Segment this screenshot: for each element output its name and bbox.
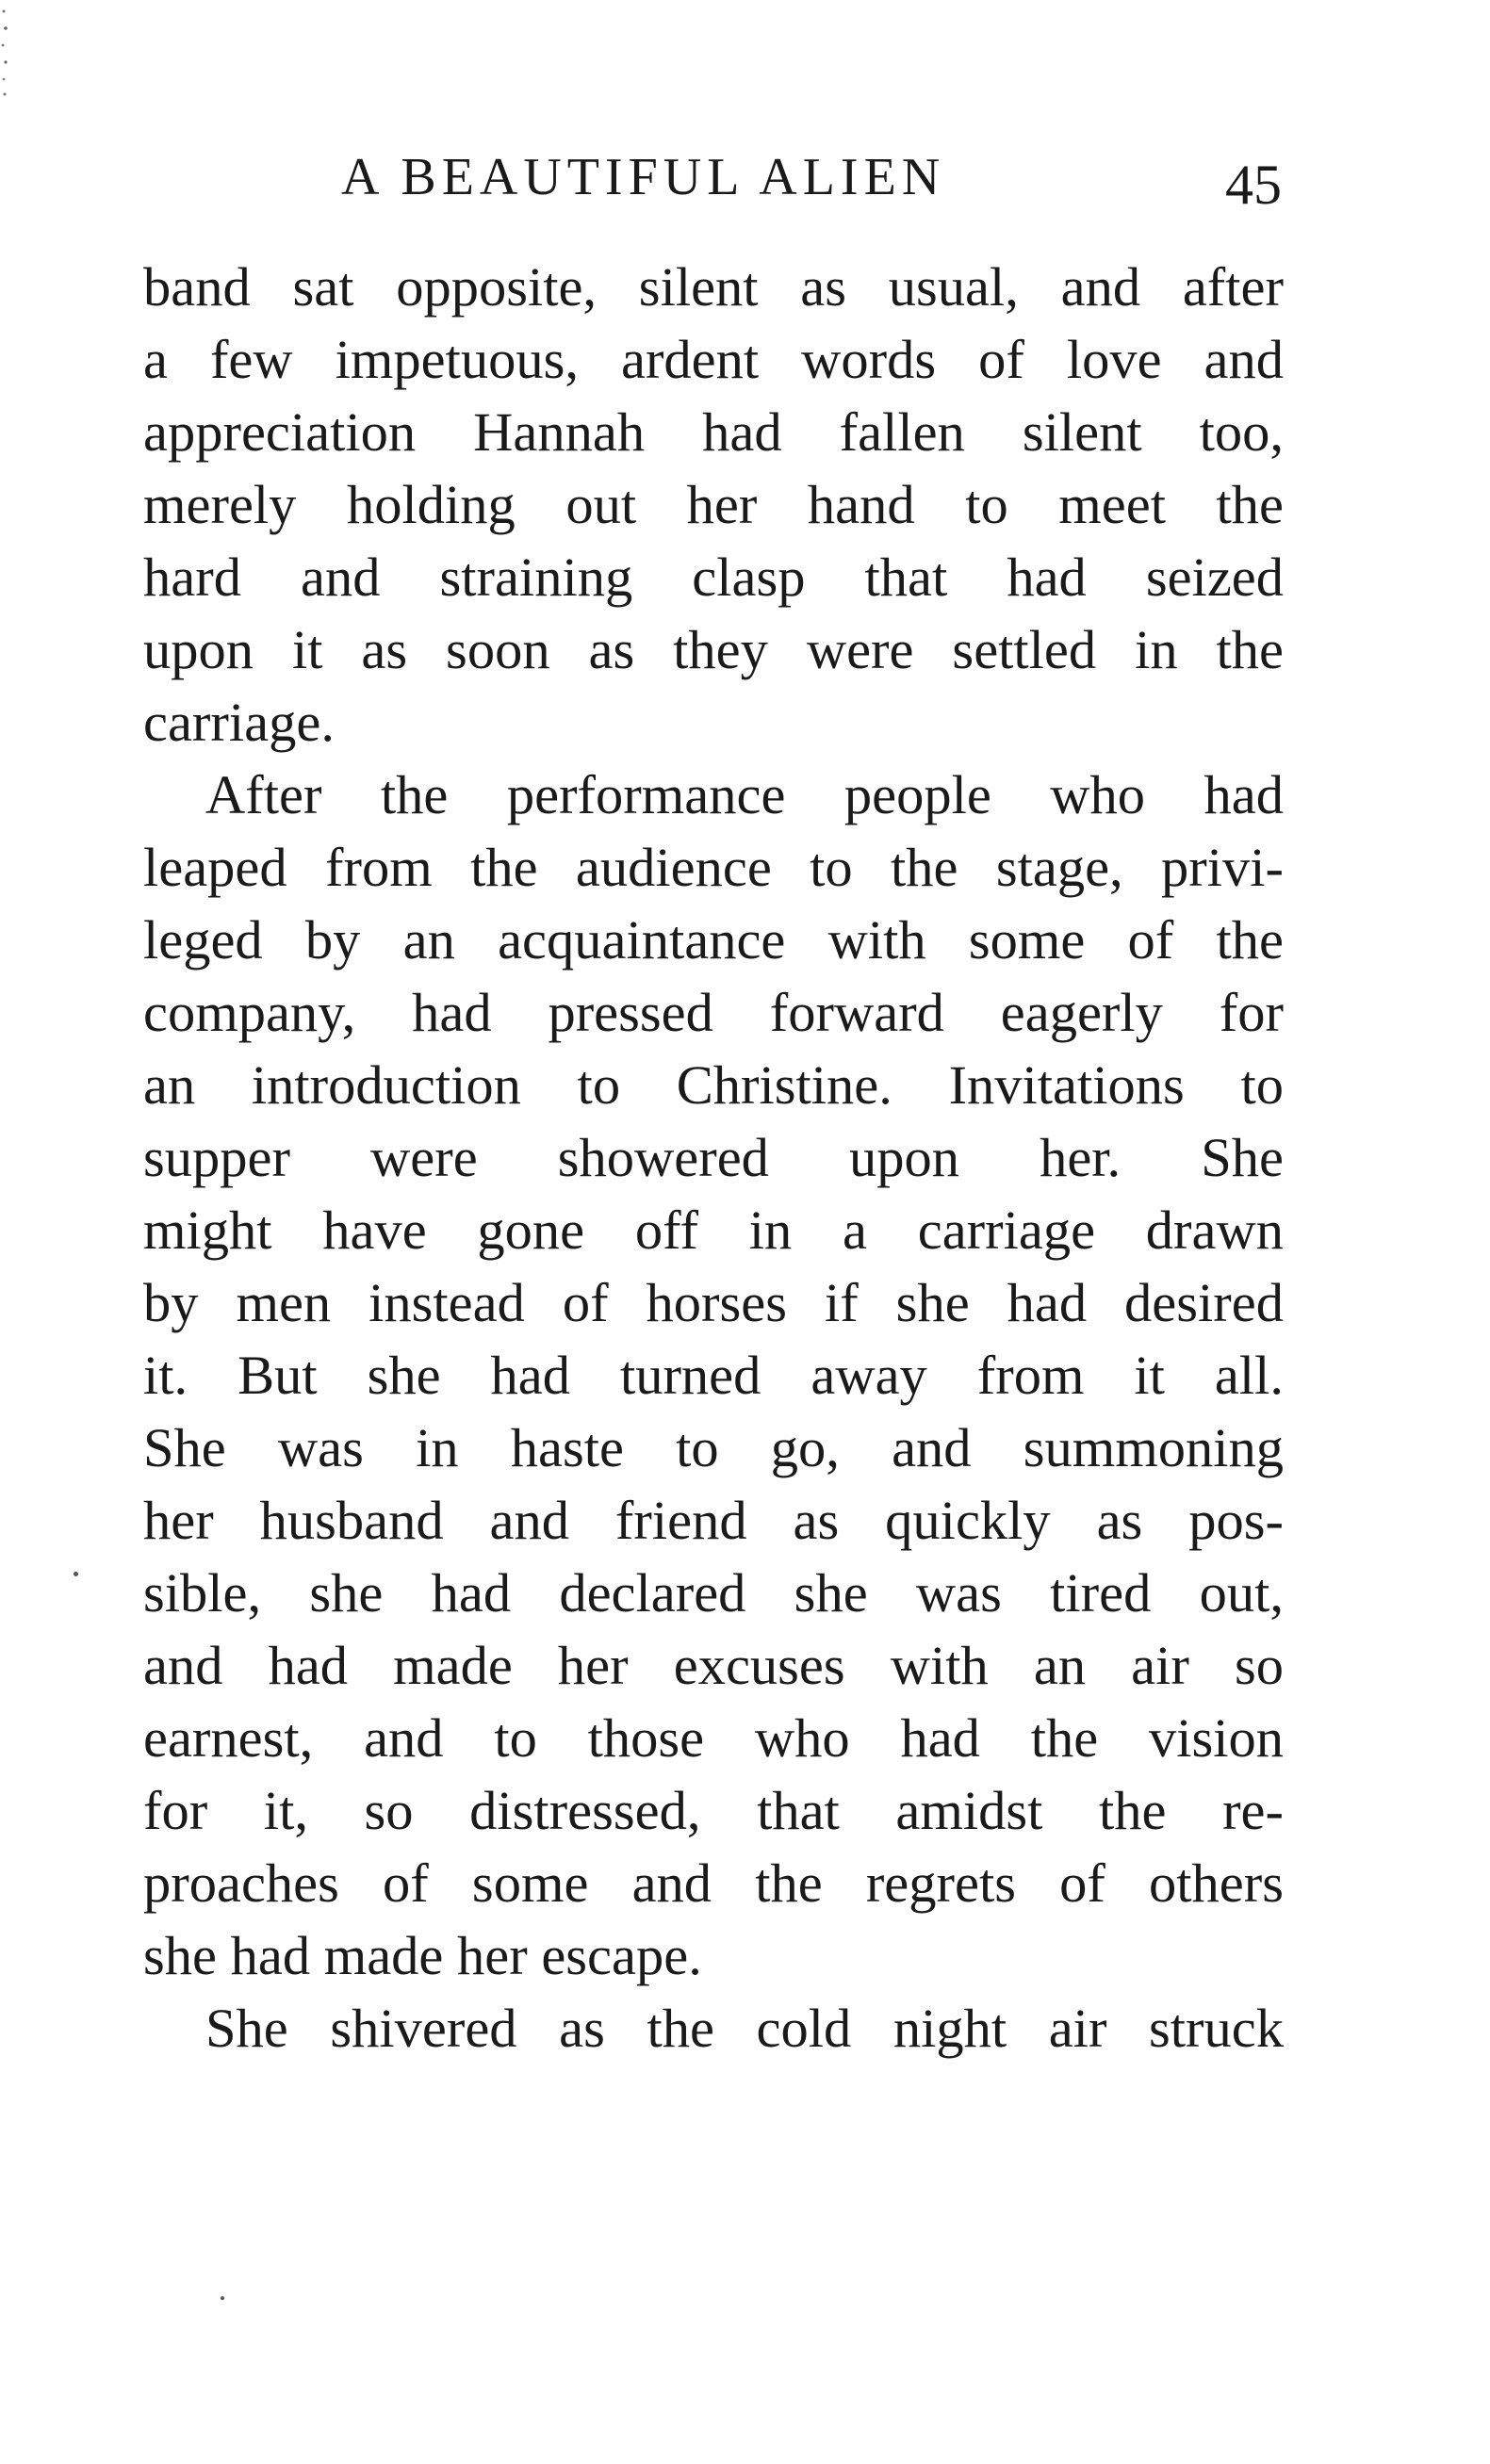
body-text xyxy=(143,251,1284,2064)
text-line: might have gone off in a carriage drawn xyxy=(143,1199,1284,1261)
text-line: upon it as soon as they were settled in the xyxy=(143,619,1284,680)
text-line: appreciation Hannah had fallen silent too, xyxy=(143,401,1284,463)
text-line: After the performance people who had xyxy=(205,764,1284,825)
text-line: carriage. xyxy=(143,692,335,753)
text-line: merely holding out her hand to meet the xyxy=(143,474,1284,535)
page-number: 45 xyxy=(1225,154,1282,216)
text-line: and had made her excuses with an air so xyxy=(143,1635,1284,1696)
text-line: company, had pressed forward eagerly for xyxy=(143,982,1284,1043)
text-line: her husband and friend as quickly as pos- xyxy=(143,1490,1284,1551)
text-line: leged by an acquaintance with some of the xyxy=(143,909,1284,971)
text-line: hard and straining clasp that had seized xyxy=(143,547,1284,608)
page-header xyxy=(141,139,1282,215)
text-line: leaped from the audience to the stage, privi- xyxy=(143,837,1284,898)
text-line: band sat opposite, silent as usual, and after xyxy=(143,256,1284,318)
text-line: She shivered as the cold night air struck xyxy=(205,1998,1284,2059)
text-line: for it, so distressed, that amidst the re- xyxy=(143,1780,1284,1841)
text-line: she had made her escape. xyxy=(143,1925,702,1986)
text-line: supper were showered upon her. She xyxy=(143,1127,1284,1188)
margin-scan-marks xyxy=(0,0,9,104)
ink-speck xyxy=(221,2296,224,2300)
text-line: by men instead of horses if she had desired xyxy=(143,1272,1284,1333)
running-title: A BEAUTIFUL ALIEN xyxy=(341,148,946,206)
text-line: a few impetuous, ardent words of love and xyxy=(143,329,1284,390)
text-line: an introduction to Christine. Invitations to xyxy=(143,1054,1284,1116)
text-line: it. But she had turned away from it all. xyxy=(143,1345,1284,1406)
text-line: earnest, and to those who had the vision xyxy=(143,1707,1284,1769)
text-line: sible, she had declared she was tired out, xyxy=(143,1562,1284,1624)
ink-speck xyxy=(74,1572,78,1576)
text-line: She was in haste to go, and summoning xyxy=(143,1417,1284,1478)
text-line: proaches of some and the regrets of others xyxy=(143,1852,1284,1914)
